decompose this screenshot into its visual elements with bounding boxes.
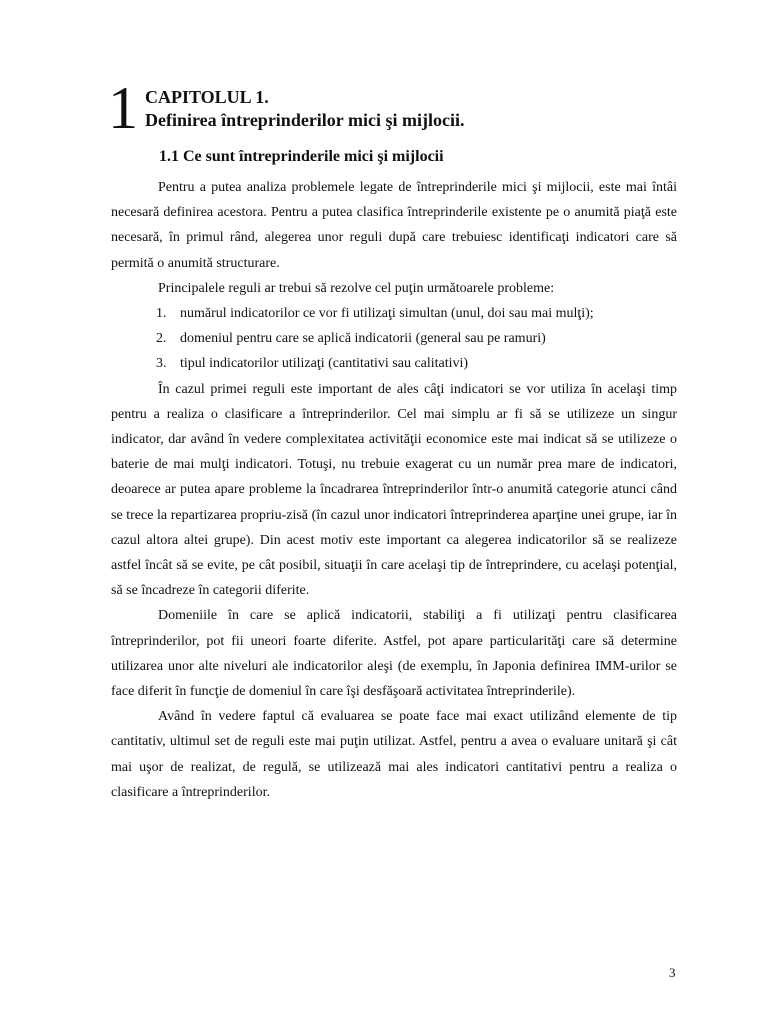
paragraph-intro: Pentru a putea analiza problemele legate de întreprinderile mici şi mijlocii, este mai întâi necesară definirea acestora. Pentru a putea clasifica întreprinderile existente pe o anumită piaţă este necesară, în primul rând, alegerea unor reguli după care trebuiesc identificaţi indicatori care să permită o anumită structurare. xyxy=(111,180,677,271)
chapter-label: CAPITOLUL 1. xyxy=(145,87,269,107)
list-item-number: 1. xyxy=(156,306,167,322)
list-item-number: 3. xyxy=(156,356,167,372)
list-item-text: numărul indicatorilor ce vor fi utilizaţi simultan (unul, doi sau mai mulţi); xyxy=(180,306,594,322)
paragraph-domains: Domeniile în care se aplică indicatorii, stabiliţi a fi utilizaţi pentru clasificarea întreprinderilor, pot fii uneori foarte diferite. Astfel, pot apare particularităţi care să determine utilizarea unor alte niveluri ale indicatorilor aleşi (de exemplu, în Japonia definirea IMM-urilor se face diferit în funcţie de domeniul în care îşi desfăşoară activitatea întreprinderile). xyxy=(111,608,677,700)
chapter-number: 1 xyxy=(108,75,138,141)
list-item xyxy=(111,351,677,376)
list-item-text: domeniul pentru care se aplică indicatorii (general sau pe ramuri) xyxy=(180,331,546,347)
paragraph-rules-intro: Principalele reguli ar trebui să rezolve cel puţin următoarele probleme: xyxy=(158,280,555,296)
list-item xyxy=(111,301,677,326)
chapter-title: Definirea întreprinderilor mici şi mijlocii. xyxy=(145,110,465,130)
paragraph-first-rule: În cazul primei reguli este important de ales câţi indicatori se vor utiliza în acelaşi timp pentru a realiza o clasificare a întreprinderilor. Cel mai simplu ar fi să se utilizeze un singur indicator, dar având în vedere complexitatea activităţii economice este mai indicat să se utilizeze o baterie de mai mulţi indicatori. Totuşi, nu trebuie exagerat cu un număr prea mare de indicatori, deoarece ar putea apare probleme la încadrarea întreprinderilor într-o anumită categorie atunci când se trece la repartizarea propriu-zisă (în cazul unor indicatori întreprinderea aparţine unei grupe, iar în cazul altora altei grupe). Din acest motiv este important ca alegerea indicatorilor să se realizeze astfel încât să se evite, pe cât posibil, situaţii în care acelaşi tip de întreprindere, cu acelaşi potenţial, să se încadreze în categorii diferite. xyxy=(111,381,677,599)
page-number: 3 xyxy=(669,965,676,980)
list-item-text: tipul indicatorilor utilizaţi (cantitativi sau calitativi) xyxy=(180,356,469,372)
paragraph-quantitative: Având în vedere faptul că evaluarea se poate face mai exact utilizând elemente de tip cantitativ, ultimul set de reguli este mai puţin utilizat. Astfel, pentru a avea o evaluare unitară şi cât mai uşor de realizat, de regulă, se utilizează mai ales indicatori cantitativi pentru a realiza o clasificare a întreprinderilor. xyxy=(111,709,677,800)
list-item xyxy=(111,326,677,351)
section-title: 1.1 Ce sunt întreprinderile mici şi mijlocii xyxy=(159,148,444,165)
rules-list xyxy=(111,301,677,377)
chapter-heading xyxy=(108,75,668,142)
list-item-number: 2. xyxy=(156,331,167,347)
body-text xyxy=(111,175,677,805)
